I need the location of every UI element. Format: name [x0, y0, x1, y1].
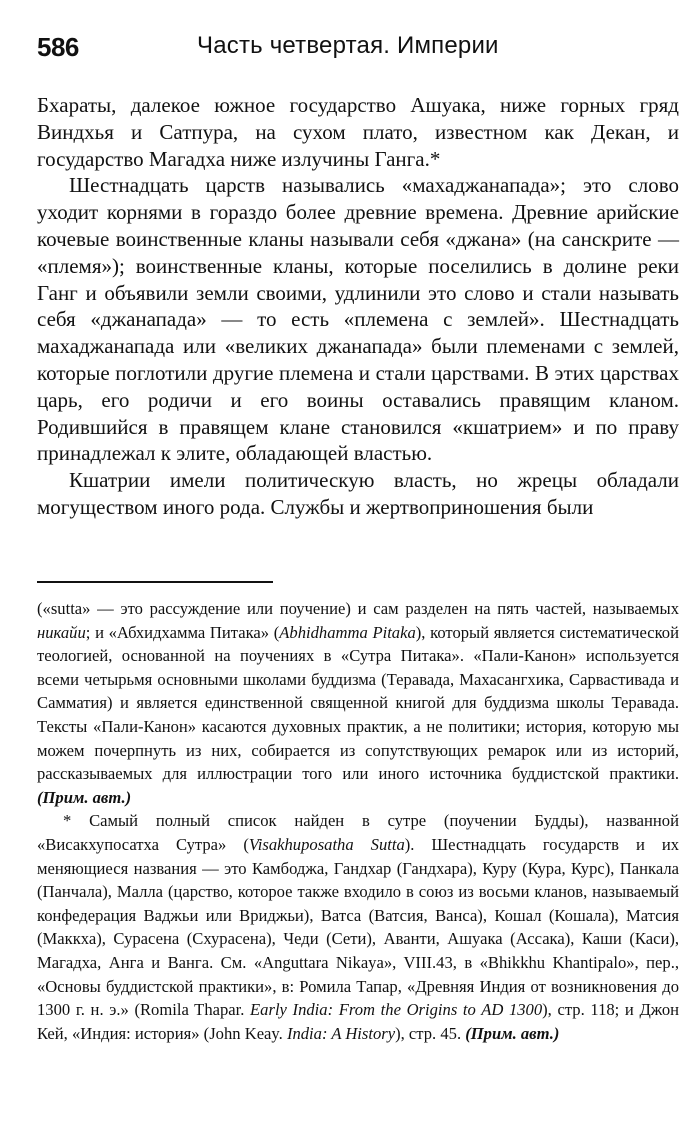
footnote-text: ; и «Абхидхамма Питака» ( — [85, 622, 280, 642]
footnote-text: ), который является систематической теологией, основанной на поучениях в «Сутра Питака». «Пали-Канон» используется всеми четырьмя основными школами буддизма (Теравада, Махасангхика, Сарвастивада и Самматия) и является единственной священной книгой для буддизма школы Теравада. Тексты «Пали-Канон» касаются духовных практик, а не политики; история, которую мы можем почерпнуть из них, собирается из сопутствующих ремарок или из историй, рассказываемых для иллюстрации того или иного источника буддистской практики. — [37, 622, 679, 784]
footnote-italic: никайи — [37, 622, 86, 642]
paragraph-3: Кшатрии имели политическую власть, но жрецы обладали могуществом иного рода. Службы и жертвоприношения были — [37, 468, 679, 519]
footnote-text: ), стр. 45. — [395, 1023, 466, 1043]
footnote-italic: Abhidhamma Pitaka — [279, 622, 416, 642]
footnote-text: ), стр. 118; и Джон Кей, «Индия: история» (John Keay. — [37, 1000, 679, 1043]
running-head: Часть четвертая. Империи — [197, 32, 499, 59]
author-note-mark: (Прим. авт.) — [465, 1023, 560, 1043]
paragraph-1: Бхараты, далекое южное государство Ашуака, ниже горных гряд Виндхья и Сатпура, на сухом плато, известном как Декан, и государство Магадха ниже излучины Ганга.* — [37, 93, 679, 171]
page-header — [37, 30, 677, 70]
footnote-continued — [37, 597, 679, 809]
footnote-text: ). Шестнадцать государств и их меняющиеся названия — это Камбоджа, Гандхар (Гандхара), Куру (Кура, Курс), Панкала (Панчала), Малла (царство, которое также входило в союз из восьми кланов, называемый конфедерация Ваджьи или Вриджьи), Ватса (Ватсия, Ванса), Кошал (Кошала), Матсия (Маккха), Сурасена (Схурасена), Чеди (Сети), Аванти, Ашуака (Ассака), Каши (Каси), Магадха, Анга и Ванга. См. «Anguttara Nikaya», VIII.43, в «Bhikkhu Khantipalo», пер., «Основы буддистской практики», в: Ромила Тапар, «Древняя Индия от возникновения до 1300 г. н. э.» (Romila Thapar. — [37, 834, 679, 1020]
footnote-text: («sutta» — это рассуждение или поучение) и сам разделен на пять частей, называемых — [37, 599, 679, 618]
footnote-italic: Early India: From the Origins to AD 1300 — [250, 1000, 543, 1020]
author-note-mark: (Прим. авт.) — [37, 787, 132, 807]
main-text — [37, 92, 679, 521]
footnote-italic: India: A History — [286, 1023, 396, 1043]
footnotes — [37, 597, 679, 1045]
page-number: 586 — [37, 32, 79, 62]
footnote-star — [37, 809, 679, 1045]
paragraph-2: Шестнадцать царств назывались «махаджанапада»; это слово уходит корнями в гораздо более древние времена. Древние арийские кочевые воинственные кланы называли себя «джана» (на санскрите — «племя»); воинственные кланы, которые поселились в долине реки Ганг и объявили земли своими, удлинили это слово и стали называть себя «джанапада» — то есть «племена с землей». Шестнадцать махаджанапада или «великих джанапада» были племенами с землей, которые поглотили другие племена и стали царствами. В этих царствах царь, его родичи и его воины оставались правящим кланом. Родившийся в правящем клане становился «кшатрием» и по праву принадлежал к элите, обладающей властью. — [37, 173, 679, 466]
footnote-divider — [37, 581, 273, 583]
footnote-text: * Самый полный список найден в сутре (поучении Будды), названной «Висакхупосатха Сутра» ( — [37, 811, 679, 854]
footnote-italic: Visakhuposatha Sutta — [248, 834, 405, 854]
